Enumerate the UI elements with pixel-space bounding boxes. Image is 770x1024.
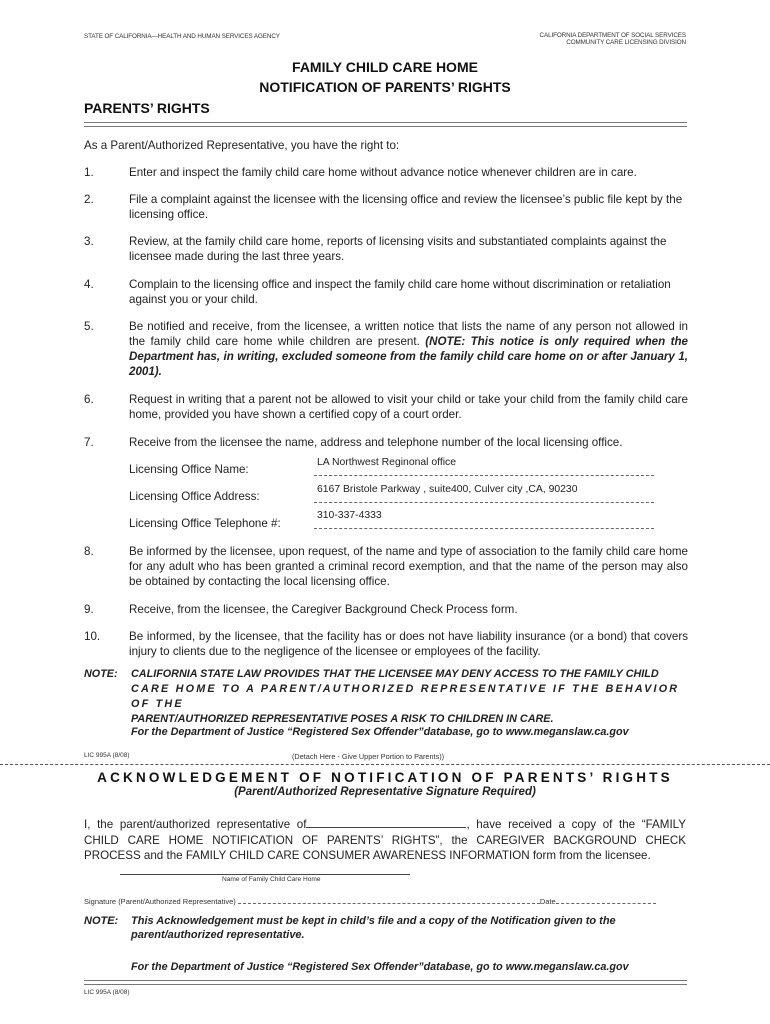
note-line: CALIFORNIA STATE LAW PROVIDES THAT THE LICENSEE MAY DENY ACCESS TO THE FAMILY CHILD — [131, 668, 659, 680]
item-text: Receive from the licensee the name, address and telephone number of the local licensing office. — [129, 436, 623, 449]
item-number: 9. — [84, 603, 94, 616]
form-title-line2: NOTIFICATION OF PARENTS’ RIGHTS — [259, 79, 511, 95]
right-item-8 — [84, 544, 688, 590]
megans-law-notice: For the Department of Justice “Registered Sex Offender”database, go to www.meganslaw.ca.gov — [131, 726, 629, 738]
megans-law-notice: For the Department of Justice “Registered Sex Offender”database, go to www.meganslaw.ca.gov — [131, 961, 629, 973]
item-number: 6. — [84, 393, 94, 406]
item-number: 2. — [84, 193, 94, 206]
double-rule-divider — [84, 122, 687, 127]
right-item-7 — [84, 435, 688, 451]
right-item-2 — [84, 192, 688, 223]
note-label: NOTE: — [84, 668, 118, 680]
agency-header-left: STATE OF CALIFORNIA—HEALTH AND HUMAN SERVICES AGENCY — [84, 33, 280, 40]
section-heading: PARENTS’ RIGHTS — [84, 100, 210, 116]
item-number: 1. — [84, 166, 94, 179]
right-item-6 — [84, 392, 688, 423]
item-text: Enter and inspect the family child care home without advance notice whenever children are in care. — [129, 166, 637, 179]
statement-rest: , have received a copy of the “FAMILY CHILD CARE HOME NOTIFICATION OF PARENTS’ RIGHTS”, the CAREGIVER BACKGROUND CHECK PROCESS and the FAMILY CHILD CARE CONSUMER AWARENESS INFORMATION form from the licensee. — [84, 818, 686, 862]
licensing-office-phone-field[interactable] — [314, 510, 654, 529]
state-law-note — [131, 667, 687, 727]
licensing-office-phone-value: 310-337-4333 — [317, 510, 382, 521]
acknowledgement-subtitle: (Parent/Authorized Representative Signature Required) — [234, 786, 536, 798]
right-item-9 — [84, 602, 688, 618]
acknowledgement-statement — [84, 816, 686, 864]
licensing-office-name-value: LA Northwest Reginonal office — [317, 457, 457, 468]
division-name: COMMUNITY CARE LICENSING DIVISION — [566, 39, 686, 46]
child-name-field[interactable] — [306, 816, 466, 828]
signature-label: Signature (Parent/Authorized Representative) — [84, 897, 236, 906]
item-text: Be notified and receive, from the licensee, a written notice that lists the name of any person not allowed in the family child care home while children are present. — [129, 320, 688, 348]
right-item-4 — [84, 277, 688, 308]
licensing-office-address-label: Licensing Office Address: — [129, 490, 260, 503]
rights-intro: As a Parent/Authorized Representative, you have the right to: — [84, 139, 400, 152]
detach-instruction: (Detach Here - Give Upper Portion to Parents)) — [292, 752, 445, 761]
note-line: CARE HOME TO A PARENT/AUTHORIZED REPRESENTATIVE IF THE BEHAVIOR OF THE — [131, 683, 680, 710]
right-item-10 — [84, 629, 688, 660]
licensing-office-phone-label: Licensing Office Telephone #: — [129, 517, 281, 530]
right-item-1 — [84, 165, 688, 181]
signature-row — [84, 895, 688, 906]
form-title-line1: FAMILY CHILD CARE HOME — [292, 59, 478, 75]
item-number: 8. — [84, 545, 94, 558]
note-line: PARENT/AUTHORIZED REPRESENTATIVE POSES A RISK TO CHILDREN IN CARE. — [131, 713, 554, 725]
date-field[interactable] — [556, 895, 656, 904]
licensing-office-name-field[interactable] — [314, 457, 654, 476]
right-item-3 — [84, 234, 688, 265]
form-code: LIC 995A (8/08) — [84, 752, 130, 759]
double-rule-divider — [84, 980, 687, 985]
item-number: 7. — [84, 436, 94, 449]
detach-line — [0, 764, 770, 765]
item-text: File a complaint against the licensee with the licensing office and review the licensee’s public file kept by the licensing office. — [129, 193, 683, 221]
item-number: 3. — [84, 235, 94, 248]
item-text: Be informed by the licensee, upon request, of the name and type of association to the family child care home for any adult who has been granted a criminal record exemption, and that the name of the person may also be obtained by contacting the local licensing office. — [129, 545, 688, 588]
item-number: 5. — [84, 320, 94, 333]
item-text: Review, at the family child care home, reports of licensing visits and substantiated complaints against the licensee made during the last three years. — [129, 235, 667, 263]
note-line: parent/authorized representative. — [131, 929, 305, 941]
home-name-caption: Name of Family Child Care Home — [222, 876, 321, 883]
date-label: Date — [539, 897, 556, 906]
item-text-with-note — [129, 319, 688, 379]
item-text: Be informed, by the licensee, that the facility has or does not have liability insurance (or a bond) that covers injury to clients due to the negligence of the licensee or employees of the facility. — [129, 630, 688, 658]
right-item-5 — [84, 319, 688, 381]
department-name: CALIFORNIA DEPARTMENT OF SOCIAL SERVICES — [539, 32, 686, 39]
statement-start: I, the parent/authorized representative of — [84, 818, 307, 831]
item-note: (NOTE: This notice is only required when the Department has, in writing, excluded someone from the family child care home on or after January 1, 2001). — [129, 335, 689, 378]
note-line: This Acknowledgement must be kept in child’s file and a copy of the Notification given to the — [131, 915, 616, 927]
agency-header-right — [540, 32, 686, 46]
item-number: 4. — [84, 278, 94, 291]
licensing-office-address-value: 6167 Bristole Parkway , suite400, Culver city ,CA, 90230 — [317, 484, 578, 495]
acknowledgement-title: ACKNOWLEDGEMENT OF NOTIFICATION OF PARENTS’ RIGHTS — [97, 770, 673, 785]
form-code: LIC 995A (8/08) — [84, 989, 130, 996]
family-child-care-home-name-field[interactable] — [120, 864, 410, 875]
item-text: Complain to the licensing office and inspect the family child care home without discrimination or retaliation against you or your child. — [129, 278, 671, 306]
item-text: Receive, from the licensee, the Caregiver Background Check Process form. — [129, 603, 518, 616]
signature-field[interactable] — [238, 895, 540, 904]
item-number: 10. — [84, 630, 101, 643]
licensing-office-address-field[interactable] — [314, 484, 654, 503]
note-label: NOTE: — [84, 915, 119, 927]
acknowledgement-note — [131, 914, 687, 942]
licensing-office-name-label: Licensing Office Name: — [129, 463, 249, 476]
item-text: Request in writing that a parent not be allowed to visit your child or take your child from the family child care home, provided you have shown a certified copy of a court order. — [129, 393, 688, 421]
